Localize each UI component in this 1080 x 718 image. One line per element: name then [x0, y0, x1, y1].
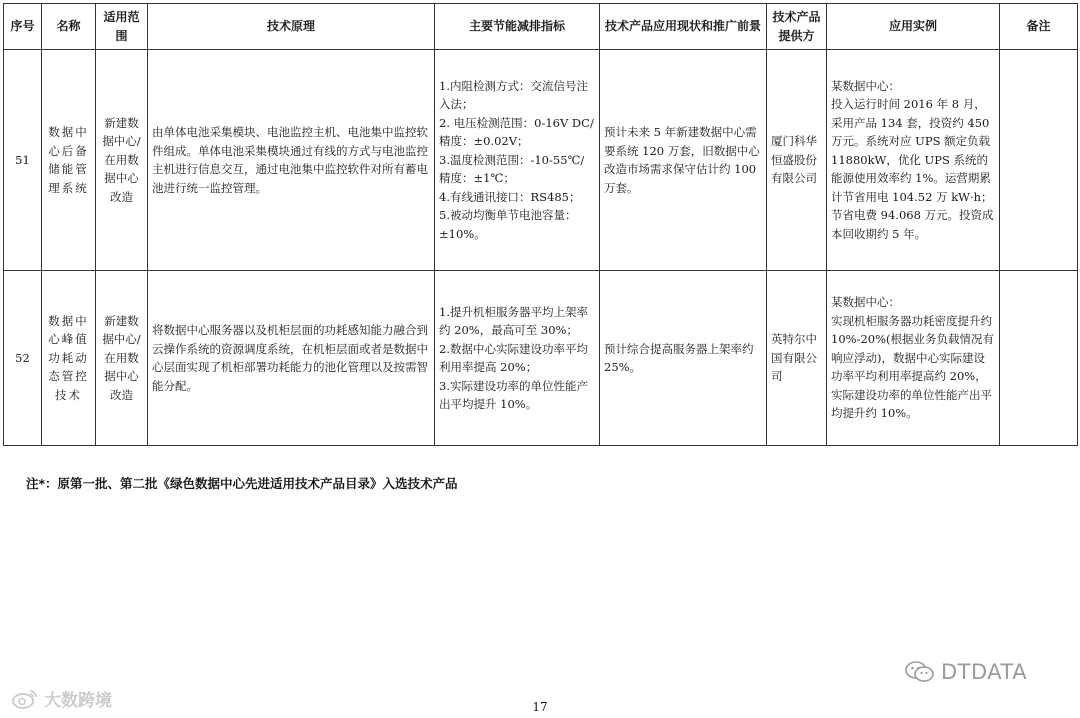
watermark-dtdata-text: DTDATA [941, 660, 1028, 684]
row-provider: 厦门科华恒盛股份有限公司 [767, 50, 827, 271]
row-status: 预计综合提高服务器上架率约 25%。 [600, 271, 767, 446]
wechat-icon [905, 660, 935, 684]
table-header-row [4, 4, 1078, 50]
footnote: 注*：原第一批、第二批《绿色数据中心先进适用技术产品目录》入选技术产品 [26, 476, 458, 491]
row-index: 52 [4, 271, 42, 446]
row-remark [1000, 271, 1078, 446]
header-provider: 技术产品提供方 [767, 4, 827, 50]
table-row [4, 271, 1078, 446]
header-remark: 备注 [1000, 4, 1078, 50]
row-example: 某数据中心： 实现机柜服务器功耗密度提升约 10%-20%(根据业务负载情况有响应浮动)，数据中心实际建设功率平均利用率提高约 20%，实际建设功率的单位性能产出平均提升约 10%。 [827, 271, 1000, 446]
page-number: 17 [532, 700, 548, 714]
header-principle: 技术原理 [148, 4, 435, 50]
row-status: 预计未来 5 年新建数据中心需要系统 120 万套，旧数据中心改造市场需求保守估计约 100 万套。 [600, 50, 767, 271]
row-name: 数据中心峰值功耗动态管控技术 [42, 271, 96, 446]
row-example: 某数据中心： 投入运行时间 2016 年 8 月，采用产品 134 套，投资约 450 万元。系统对应 UPS 额定负载 11880kW，优化 UPS 系统的能源使用效率约 1%。运营期累计节省用电 104.52 万 kW·h；节省电费 94.068 万元。投资成本回收期约 5 年。 [827, 50, 1000, 271]
row-remark [1000, 50, 1078, 271]
row-principle: 由单体电池采集模块、电池监控主机、电池集中监控软件组成。单体电池采集模块通过有线的方式与电池监控主机进行信息交互，通过电池集中监控软件对所有蓄电池进行统一监控管理。 [148, 50, 435, 271]
header-status: 技术产品应用现状和推广前景 [600, 4, 767, 50]
row-index: 51 [4, 50, 42, 271]
header-index: 序号 [4, 4, 42, 50]
watermark-dashukuajing-text: 大数跨境 [44, 691, 112, 711]
row-name: 数据中心后备储能管理系统 [42, 50, 96, 271]
header-indicators: 主要节能减排指标 [435, 4, 600, 50]
watermark-dtdata [905, 660, 1027, 684]
row-scope: 新建数据中心/在用数据中心改造 [96, 50, 148, 271]
header-scope: 适用范围 [96, 4, 148, 50]
table-row [4, 50, 1078, 271]
row-provider: 英特尔中国有限公司 [767, 271, 827, 446]
technology-catalog-table [3, 3, 1078, 446]
row-indicators: 1.内阻检测方式：交流信号注入法； 2. 电压检测范围：0-16V DC/精度：±0.02V； 3.温度检测范围：-10-55℃/精度：±1℃； 4.有线通讯接口：RS485； 5.被动均衡单节电池容量：±10%。 [435, 50, 600, 271]
header-example: 应用实例 [827, 4, 1000, 50]
row-principle: 将数据中心服务器以及机柜层面的功耗感知能力融合到云操作系统的资源调度系统，在机柜层面或者是数据中心层面实现了机柜部署功耗能力的池化管理以及按需智能分配。 [148, 271, 435, 446]
row-scope: 新建数据中心/在用数据中心改造 [96, 271, 148, 446]
row-indicators: 1.提升机柜服务器平均上架率约 20%，最高可至 30%； 2.数据中心实际建设功率平均利用率提高 20%； 3.实际建设功率的单位性能产出平均提升 10%。 [435, 271, 600, 446]
header-name: 名称 [42, 4, 96, 50]
